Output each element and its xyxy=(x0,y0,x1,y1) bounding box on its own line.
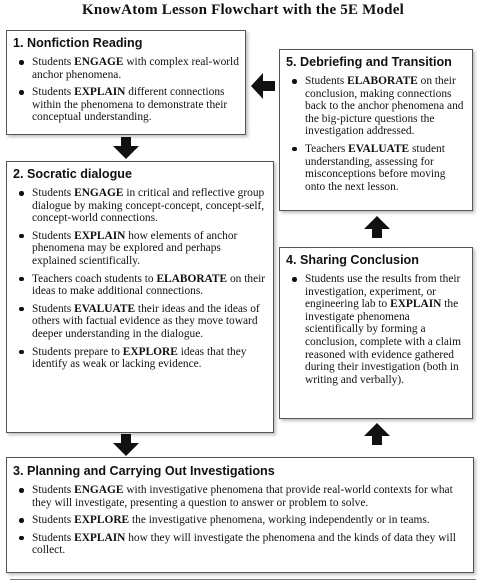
bullet-item xyxy=(286,75,466,138)
keyword-5e: ENGAGE xyxy=(74,484,124,496)
bullet-text: how elements of anchor phenomena may be explored and perhaps explained scientifically. xyxy=(32,229,238,267)
bullet-item xyxy=(13,230,267,268)
bullet-item xyxy=(13,532,465,557)
keyword-5e: EXPLAIN xyxy=(74,86,126,99)
bullet-text: Students xyxy=(305,75,348,87)
bullet-text: with investigative phenomena that provide real-world contexts for what they will investigate, presenting a question to answer or problem to solve. xyxy=(32,484,453,509)
bullet-list xyxy=(13,484,465,557)
box-heading: 5. Debriefing and Transition xyxy=(286,55,452,69)
bullet-text: Teachers coach students to xyxy=(32,272,157,285)
arrow-socratic-to-planning xyxy=(113,434,139,456)
box-heading: 2. Socratic dialogue xyxy=(13,167,132,181)
bullet-text: Teachers xyxy=(305,142,349,155)
bullet-text: student understanding, assessing for misconceptions before moving onto the next lesson. xyxy=(305,142,446,193)
bullet-text: Students xyxy=(32,514,75,527)
bullet-text: Students xyxy=(32,302,75,315)
bullet-item xyxy=(13,484,465,509)
box-planning-investigations xyxy=(6,457,474,573)
bullet-text: with complex real-world anchor phenomena. xyxy=(32,56,239,81)
box-socratic-dialogue xyxy=(6,161,274,433)
bullet-text: Students xyxy=(32,484,75,496)
keyword-5e: EXPLAIN xyxy=(74,229,126,242)
keyword-5e: ELABORATE xyxy=(347,75,418,87)
arrow-planning-to-sharing xyxy=(364,423,390,445)
bullet-item xyxy=(13,273,267,298)
arrow-nonfiction-to-socratic xyxy=(113,137,139,159)
bullet-text: their ideas and the ideas of others with factual evidence as they move toward deeper understanding in the dialogue. xyxy=(32,302,260,340)
box-nonfiction-reading xyxy=(6,30,246,135)
bullet-text: the investigate phenomena scientifically by forming a conclusion, complete with a claim reasoned with evidence gathered during their investigation (both in writing and verbally). xyxy=(305,298,461,386)
bullet-item xyxy=(13,303,267,341)
bullet-text: ideas that they identify as weak or lacking evidence. xyxy=(32,345,247,371)
keyword-5e: EXPLORE xyxy=(74,514,130,527)
keyword-5e: EXPLORE xyxy=(122,345,178,358)
bullet-text: how they will investigate the phenomena and the kinds of data they will collect. xyxy=(32,531,456,557)
keyword-5e: EVALUATE xyxy=(74,302,136,315)
bullet-text: in critical and reflective group dialogue by making concept-concept, concept-self, concept-world connections. xyxy=(32,187,265,225)
keyword-5e: EXPLAIN xyxy=(74,531,126,544)
bullet-text: Students xyxy=(32,229,75,242)
bullet-item xyxy=(13,86,239,124)
box-debriefing-transition xyxy=(279,49,473,211)
divider-line xyxy=(10,579,476,580)
bullet-item xyxy=(286,143,466,193)
keyword-5e: ENGAGE xyxy=(74,187,124,199)
keyword-5e: EVALUATE xyxy=(348,142,410,155)
bullet-item xyxy=(13,56,239,81)
bullet-item xyxy=(13,187,267,225)
bullet-text: on their conclusion, making connections back to the anchor phenomena and the big-picture questions the investigation addressed. xyxy=(305,75,464,138)
bullet-item xyxy=(286,273,466,386)
keyword-5e: ENGAGE xyxy=(74,56,124,68)
keyword-5e: ELABORATE xyxy=(156,272,228,285)
bullet-list xyxy=(13,56,239,124)
diagram-title: KnowAtom Lesson Flowchart with the 5E Model xyxy=(82,2,404,18)
bullet-text: Students use the results from their investigation, experiment, or engineering lab to xyxy=(305,273,461,311)
box-heading: 3. Planning and Carrying Out Investigations xyxy=(13,464,275,478)
bullet-text: Students prepare to xyxy=(32,345,123,358)
keyword-5e: EXPLAIN xyxy=(390,298,442,311)
bullet-text: Students xyxy=(32,86,75,99)
box-sharing-conclusion xyxy=(279,247,473,419)
arrow-sharing-to-debriefing xyxy=(364,216,390,238)
bullet-text: Students xyxy=(32,187,75,199)
bullet-text: different connections within the phenomena to demonstrate their conceptual understanding. xyxy=(32,86,228,124)
bullet-text: Students xyxy=(32,531,75,544)
bullet-item xyxy=(13,346,267,371)
box-heading: 1. Nonfiction Reading xyxy=(13,36,143,50)
bullet-list xyxy=(286,75,466,193)
box-heading: 4. Sharing Conclusion xyxy=(286,253,419,267)
bullet-item xyxy=(13,514,465,527)
bullet-list xyxy=(13,187,267,371)
arrow-debriefing-to-nonfiction xyxy=(251,73,275,99)
bullet-text: on their ideas to make additional connections. xyxy=(32,272,266,298)
bullet-text: the investigative phenomena, working independently or in teams. xyxy=(129,514,430,527)
bullet-list xyxy=(286,273,466,386)
bullet-text: Students xyxy=(32,56,75,68)
